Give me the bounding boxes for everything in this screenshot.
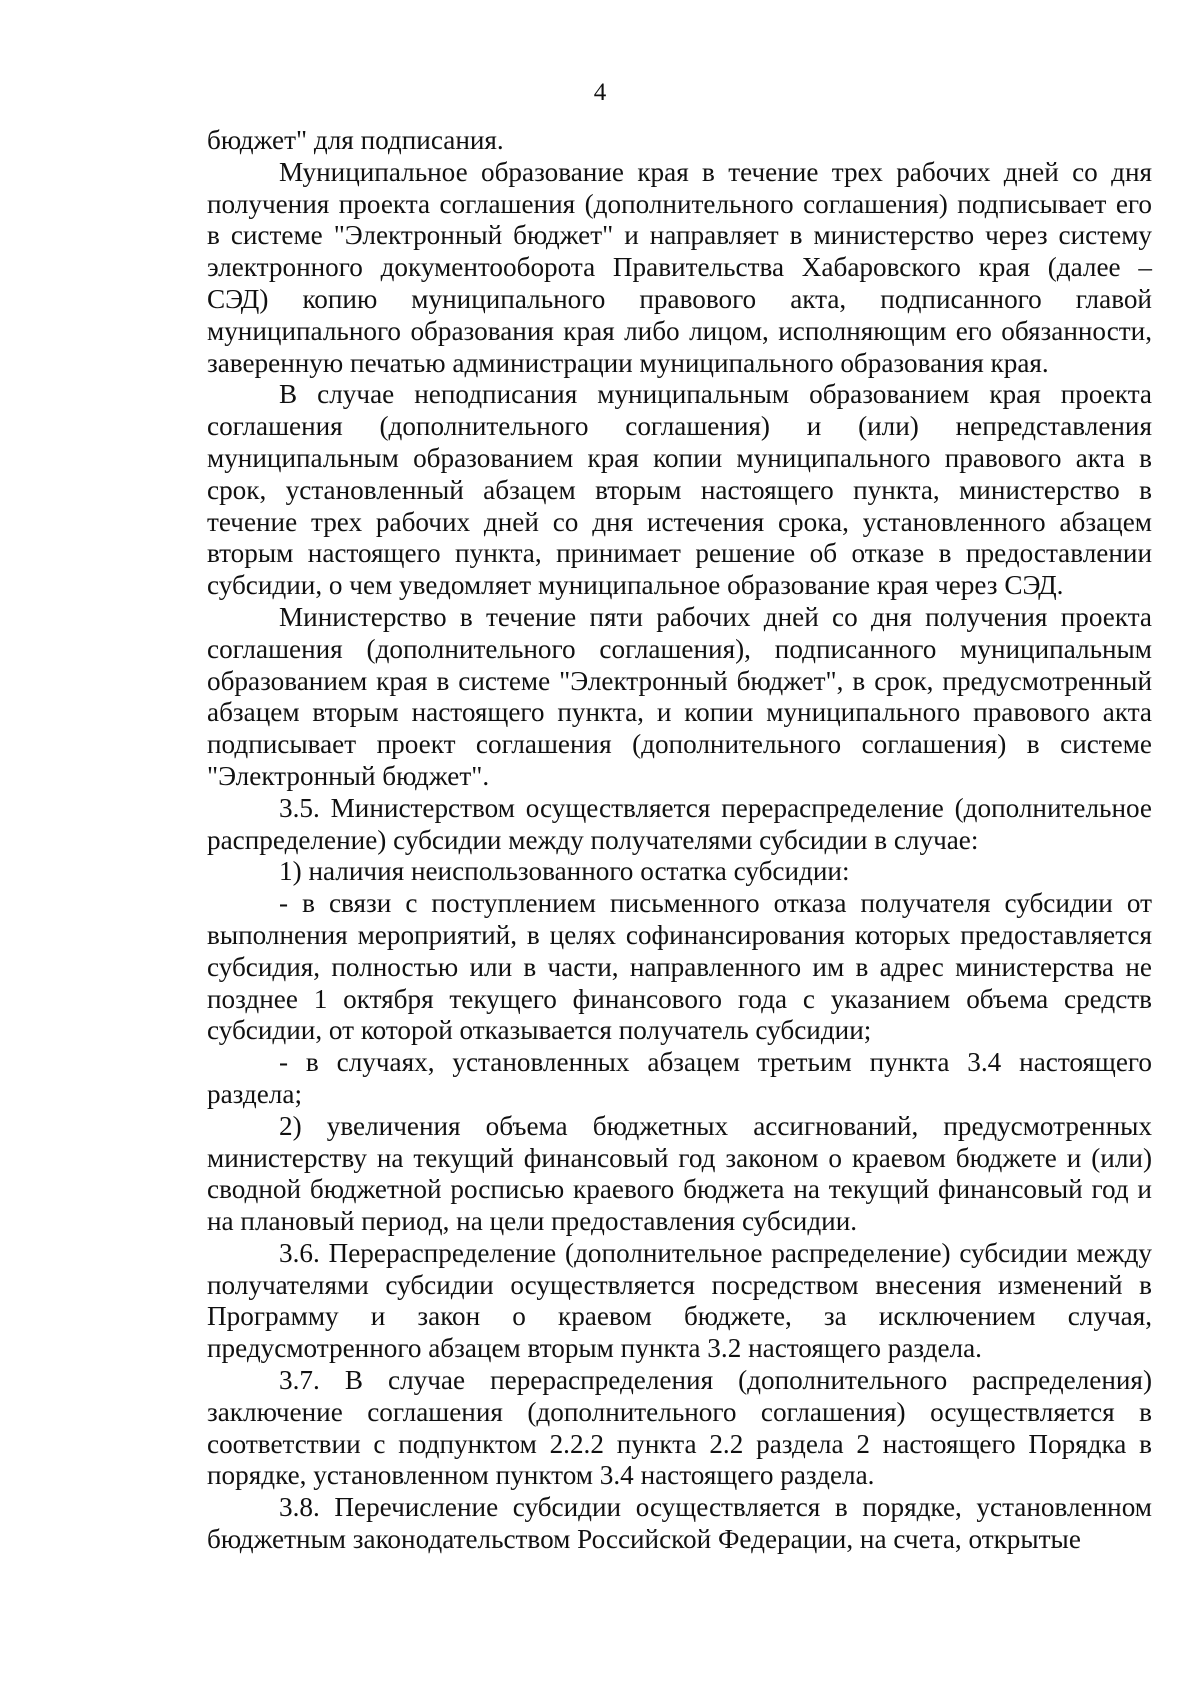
paragraph-dash-item-cases: - в случаях, установленных абзацем третьим пункта 3.4 настоящего раздела; bbox=[207, 1047, 1152, 1109]
document-body bbox=[207, 125, 1152, 1556]
paragraph-clause-3-5: 3.5. Министерством осуществляется перераспределение (дополнительное распределение) субсидии между получателями субсидии в случае: bbox=[207, 792, 1152, 855]
paragraph-signing-procedure: Муниципальное образование края в течение трех рабочих дней со дня получения проекта соглашения (дополнительного соглашения) подписывает его в системе "Электронный бюджет" и направляет в министерство через систему электронного документооборота Правительства Хабаровского края (далее – СЭД) копию муниципального правового акта, подписанного главой муниципального образования края либо лицом, исполняющим его обязанности, заверенную печатью администрации муниципального образования края. bbox=[207, 156, 1152, 378]
paragraph-refusal-case: В случае неподписания муниципальным образованием края проекта соглашения (дополнительного соглашения) и (или) непредставления муниципальным образованием края копии муниципального правового акта в срок, установленный абзацем вторым настоящего пункта, министерство в течение трех рабочих дней со дня истечения срока, установленного абзацем вторым настоящего пункта, принимает решение об отказе в предоставлении субсидии, о чем уведомляет муниципальное образование края через СЭД. bbox=[207, 379, 1152, 601]
paragraph-ministry-signing: Министерство в течение пяти рабочих дней со дня получения проекта соглашения (дополнительного соглашения), подписанного муниципальным образованием края в системе "Электронный бюджет", в срок, предусмотренный абзацем вторым настоящего пункта, и копии муниципального правового акта подписывает проект соглашения (дополнительного соглашения) в системе "Электронный бюджет". bbox=[207, 601, 1152, 791]
paragraph-dash-item-refusal: - в связи с поступлением письменного отказа получателя субсидии от выполнения мероприятий, в целях софинансирования которых предоставляется субсидия, полностью или в части, направленного им в адрес министерства не позднее 1 октября текущего финансового года с указанием объема средств субсидии, от которой отказывается получатель субсидии; bbox=[207, 888, 1152, 1046]
page-number: 4 bbox=[593, 79, 607, 106]
paragraph-clause-3-8: 3.8. Перечисление субсидии осуществляется в порядке, установленном бюджетным законодательством Российской Федерации, на счета, открытые bbox=[207, 1492, 1152, 1555]
paragraph-item-1: 1) наличия неиспользованного остатка субсидии: bbox=[279, 856, 850, 887]
paragraph-item-2: 2) увеличения объема бюджетных ассигнований, предусмотренных министерству на текущий финансовый год законом о краевом бюджете и (или) сводной бюджетной росписью краевого бюджета на текущий финансовый год и на плановый период, на цели предоставления субсидии. bbox=[207, 1110, 1152, 1237]
paragraph-clause-3-6: 3.6. Перераспределение (дополнительное распределение) субсидии между получателями субсидии осуществляется посредством внесения изменений в Программу и закон о краевом бюджете, за исключением случая, предусмотренного абзацем вторым пункта 3.2 настоящего раздела. bbox=[207, 1237, 1152, 1364]
paragraph-clause-3-7: 3.7. В случае перераспределения (дополнительного распределения) заключение соглашения (дополнительного соглашения) осуществляется в соответствии с подпунктом 2.2.2 пункта 2.2 раздела 2 настоящего Порядка в порядке, установленном пунктом 3.4 настоящего раздела. bbox=[207, 1365, 1152, 1491]
paragraph-continuation: бюджет" для подписания. bbox=[207, 125, 504, 155]
